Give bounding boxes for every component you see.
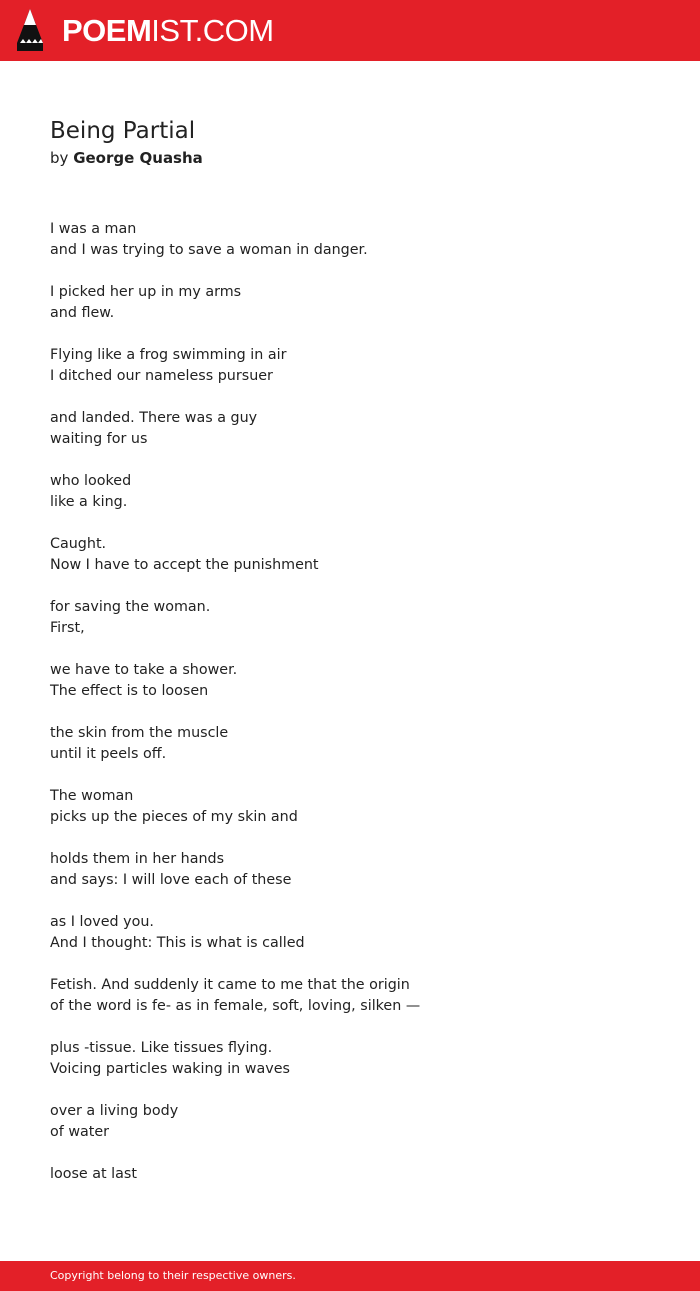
poem-line: The woman bbox=[50, 788, 134, 804]
poem-line: First, bbox=[50, 620, 85, 636]
poem-stanza bbox=[50, 723, 650, 765]
site-header bbox=[0, 0, 700, 61]
poem-stanza bbox=[50, 282, 650, 324]
copyright-text: Copyright belong to their respective owners. bbox=[50, 1269, 296, 1282]
poem-line: and says: I will love each of these bbox=[50, 872, 292, 888]
poem-stanza bbox=[50, 786, 650, 828]
poem-line: Flying like a frog swimming in air bbox=[50, 347, 287, 363]
logo-text-bold: POEM bbox=[62, 13, 152, 48]
poem-line: for saving the woman. bbox=[50, 599, 211, 615]
poem-stanza bbox=[50, 345, 650, 387]
poem-stanza bbox=[50, 1164, 650, 1185]
poem-stanza bbox=[50, 408, 650, 450]
poem-stanza bbox=[50, 1038, 650, 1080]
poem-line: we have to take a shower. bbox=[50, 662, 238, 678]
poem-line: Caught. bbox=[50, 536, 107, 552]
poem-line: holds them in her hands bbox=[50, 851, 225, 867]
poem-line: Now I have to accept the punishment bbox=[50, 557, 319, 573]
poem-stanza bbox=[50, 219, 650, 261]
poem-line: waiting for us bbox=[50, 431, 148, 447]
poem-line: loose at last bbox=[50, 1166, 137, 1182]
by-label: by bbox=[50, 149, 69, 167]
logo-text-light: IST.COM bbox=[151, 13, 274, 48]
poem-stanza bbox=[50, 534, 650, 576]
poem-stanza bbox=[50, 1101, 650, 1143]
poem-line: plus -tissue. Like tissues flying. bbox=[50, 1040, 273, 1056]
byline bbox=[50, 148, 203, 169]
poem-stanza bbox=[50, 597, 650, 639]
pencil-tip-icon[interactable] bbox=[17, 9, 43, 51]
poem-line: I ditched our nameless pursuer bbox=[50, 368, 273, 384]
poem-line: The effect is to loosen bbox=[50, 683, 209, 699]
poem-line: of the word is fe- as in female, soft, loving, silken — bbox=[50, 998, 421, 1014]
poem-line: who looked bbox=[50, 473, 132, 489]
poem-line: like a king. bbox=[50, 494, 128, 510]
poem-line: until it peels off. bbox=[50, 746, 167, 762]
poem-line: and flew. bbox=[50, 305, 115, 321]
poem-line: Fetish. And suddenly it came to me that the origin bbox=[50, 977, 410, 993]
site-logo[interactable] bbox=[62, 12, 274, 50]
poem-line: and landed. There was a guy bbox=[50, 410, 258, 426]
poem-line: of water bbox=[50, 1124, 110, 1140]
poem-line: as I loved you. bbox=[50, 914, 154, 930]
poem-stanza bbox=[50, 849, 650, 891]
poem-line: and I was trying to save a woman in danger. bbox=[50, 242, 368, 258]
poem-title: Being Partial bbox=[50, 118, 196, 144]
site-footer bbox=[0, 1261, 700, 1291]
poem-line: picks up the pieces of my skin and bbox=[50, 809, 298, 825]
poem-body bbox=[50, 219, 650, 1206]
poem-stanza bbox=[50, 471, 650, 513]
poem-line: the skin from the muscle bbox=[50, 725, 229, 741]
poem-stanza bbox=[50, 660, 650, 702]
poem-line: I picked her up in my arms bbox=[50, 284, 242, 300]
poem-line: Voicing particles waking in waves bbox=[50, 1061, 290, 1077]
poem-line: I was a man bbox=[50, 221, 137, 237]
poem-line: over a living body bbox=[50, 1103, 179, 1119]
poem-line: And I thought: This is what is called bbox=[50, 935, 305, 951]
author-name: George Quasha bbox=[73, 149, 203, 167]
poem-stanza bbox=[50, 975, 650, 1017]
poem-stanza bbox=[50, 912, 650, 954]
